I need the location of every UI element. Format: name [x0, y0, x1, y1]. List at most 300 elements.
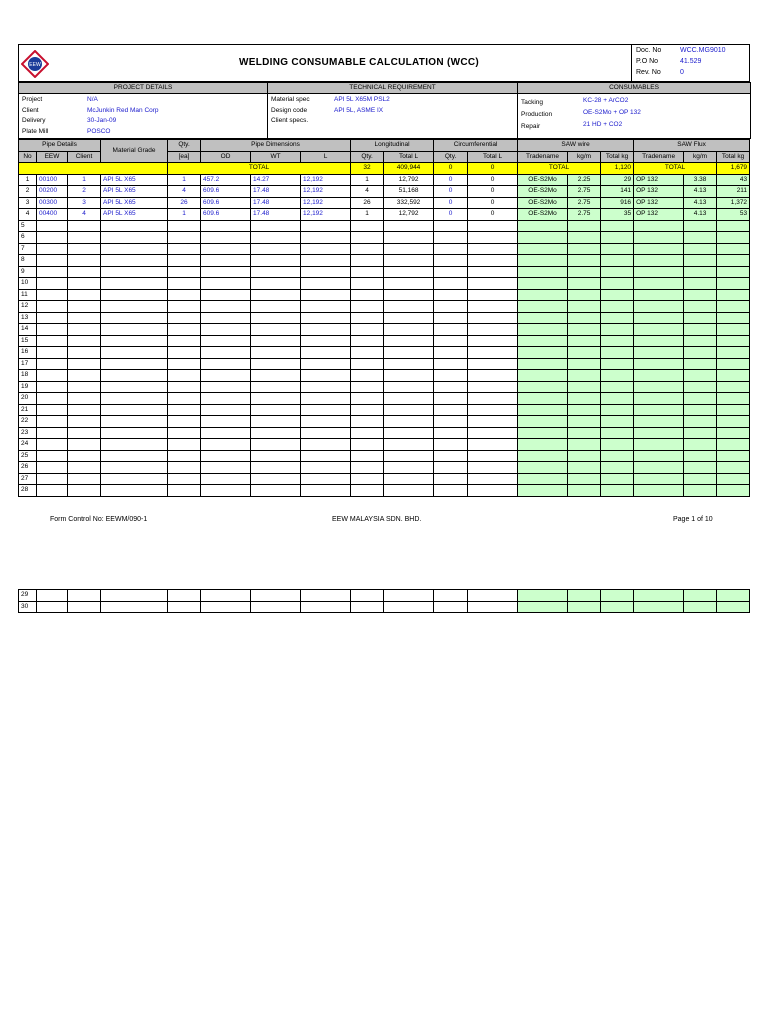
header-flux-tradename: Tradename [634, 151, 684, 163]
table-cell [37, 220, 68, 232]
table-cell [384, 601, 434, 613]
table-cell [601, 358, 634, 370]
table-cell [684, 393, 717, 405]
table-cell [717, 439, 750, 451]
total-long-qty: 32 [351, 163, 384, 175]
table-cell [251, 255, 301, 267]
table-cell [101, 381, 168, 393]
row-qty: 26 [168, 197, 201, 209]
table-cell [251, 301, 301, 313]
table-cell [201, 255, 251, 267]
table-cell [37, 439, 68, 451]
table-cell [201, 416, 251, 428]
total-label: TOTAL [168, 163, 351, 175]
table-cell [717, 427, 750, 439]
table-cell [468, 324, 518, 336]
table-cell [468, 485, 518, 497]
table-cell [717, 416, 750, 428]
table-cell [301, 427, 351, 439]
header-flux-totalkg: Total kg [717, 151, 750, 163]
table-cell [68, 590, 101, 602]
table-cell [684, 473, 717, 485]
table-cell [101, 462, 168, 474]
table-cell [684, 601, 717, 613]
table-cell [101, 301, 168, 313]
table-cell [251, 232, 301, 244]
table-cell [384, 462, 434, 474]
material-spec-label: Material spec [271, 96, 310, 103]
table-cell [101, 335, 168, 347]
table-cell [301, 266, 351, 278]
table-cell [351, 232, 384, 244]
table-cell [384, 266, 434, 278]
table-cell [201, 220, 251, 232]
table-cell [601, 462, 634, 474]
table-cell [68, 232, 101, 244]
continuation-table [18, 589, 750, 613]
table-cell [201, 358, 251, 370]
row-material-grade: API 5L X65 [101, 186, 168, 198]
table-cell [434, 324, 468, 336]
table-row [19, 174, 750, 186]
row-no: 22 [19, 416, 37, 428]
table-cell [601, 473, 634, 485]
table-cell [351, 404, 384, 416]
table-cell [384, 439, 434, 451]
row-no: 10 [19, 278, 37, 290]
table-cell [717, 278, 750, 290]
header-saw-flux: SAW Flux [634, 140, 750, 152]
row-client: 1 [68, 174, 101, 186]
table-cell [68, 289, 101, 301]
table-cell [251, 358, 301, 370]
row-long-total: 51,168 [384, 186, 434, 198]
table-cell [634, 358, 684, 370]
row-eew: 00400 [37, 209, 68, 221]
table-cell [37, 370, 68, 382]
table-cell [201, 301, 251, 313]
table-cell [68, 427, 101, 439]
table-cell [384, 289, 434, 301]
table-cell [168, 462, 201, 474]
table-cell [634, 393, 684, 405]
tacking-label: Tacking [521, 99, 544, 106]
table-cell [518, 381, 568, 393]
row-no: 7 [19, 243, 37, 255]
table-cell [384, 358, 434, 370]
table-cell [568, 289, 601, 301]
table-cell [168, 347, 201, 359]
total-flux-kg: 1,679 [717, 163, 750, 175]
table-cell [568, 370, 601, 382]
table-cell [101, 393, 168, 405]
header-wire-tradename: Tradename [518, 151, 568, 163]
table-cell [518, 220, 568, 232]
table-cell [468, 427, 518, 439]
row-circ-qty: 0 [434, 186, 468, 198]
table-cell [568, 485, 601, 497]
header-pipe-dimensions: Pipe Dimensions [201, 140, 351, 152]
table-cell [434, 266, 468, 278]
table-cell [37, 404, 68, 416]
table-cell [251, 220, 301, 232]
table-cell [468, 243, 518, 255]
table-cell [37, 324, 68, 336]
row-flux-tradename: OP 132 [634, 209, 684, 221]
row-long-total: 12,792 [384, 174, 434, 186]
table-cell [251, 450, 301, 462]
table-row [19, 450, 750, 462]
table-cell [634, 370, 684, 382]
table-cell [351, 255, 384, 267]
table-cell [201, 427, 251, 439]
header-eew: EEW [37, 151, 68, 163]
row-wire-tradename: OE-S2Mo [518, 209, 568, 221]
table-cell [468, 370, 518, 382]
section-technical: TECHNICAL REQUIREMENT [268, 83, 518, 94]
table-cell [634, 416, 684, 428]
project-info-table [18, 82, 751, 139]
table-cell [37, 485, 68, 497]
table-cell [717, 485, 750, 497]
table-cell [634, 462, 684, 474]
table-cell [384, 324, 434, 336]
table-cell [301, 289, 351, 301]
table-row [19, 278, 750, 290]
table-cell [634, 243, 684, 255]
table-cell [384, 473, 434, 485]
row-wire-totalkg: 29 [601, 174, 634, 186]
total-circ-total: 0 [468, 163, 518, 175]
table-cell [518, 393, 568, 405]
table-cell [601, 232, 634, 244]
table-cell [101, 255, 168, 267]
table-cell [434, 232, 468, 244]
table-cell [434, 278, 468, 290]
table-cell [301, 416, 351, 428]
table-cell [518, 450, 568, 462]
table-cell [601, 301, 634, 313]
table-cell [251, 601, 301, 613]
table-row [19, 370, 750, 382]
table-cell [568, 416, 601, 428]
row-od: 609.6 [201, 209, 251, 221]
table-cell [434, 301, 468, 313]
table-cell [601, 393, 634, 405]
table-cell [68, 462, 101, 474]
table-cell [518, 312, 568, 324]
table-cell [518, 301, 568, 313]
row-no: 16 [19, 347, 37, 359]
table-cell [201, 324, 251, 336]
table-cell [201, 312, 251, 324]
table-row [19, 358, 750, 370]
table-cell [251, 266, 301, 278]
table-cell [468, 220, 518, 232]
table-cell [37, 450, 68, 462]
table-cell [37, 473, 68, 485]
table-cell [301, 301, 351, 313]
table-cell [468, 358, 518, 370]
total-wire-label: TOTAL [518, 163, 601, 175]
project-label: Project [22, 96, 43, 103]
table-cell [518, 255, 568, 267]
table-cell [201, 590, 251, 602]
table-row [19, 243, 750, 255]
table-cell [634, 439, 684, 451]
table-cell [168, 266, 201, 278]
table-cell [168, 220, 201, 232]
total-flux-label: TOTAL [634, 163, 717, 175]
header-circ-qty: Qty. [434, 151, 468, 163]
table-cell [468, 255, 518, 267]
table-cell [634, 335, 684, 347]
table-cell [168, 278, 201, 290]
row-length: 12,192 [301, 197, 351, 209]
rev-no-label: Rev. No [636, 69, 661, 76]
table-cell [68, 278, 101, 290]
table-row [19, 590, 750, 602]
table-cell [301, 278, 351, 290]
table-cell [434, 404, 468, 416]
table-cell [717, 601, 750, 613]
table-cell [601, 220, 634, 232]
table-cell [384, 393, 434, 405]
table-cell [717, 301, 750, 313]
table-cell [434, 427, 468, 439]
table-cell [601, 289, 634, 301]
table-cell [168, 427, 201, 439]
header-no: No [19, 151, 37, 163]
table-cell [351, 427, 384, 439]
table-cell [201, 393, 251, 405]
material-spec-value: API 5L X65M PSL2 [334, 96, 390, 103]
header-od: OD [201, 151, 251, 163]
row-wire-tradename: OE-S2Mo [518, 174, 568, 186]
table-cell [351, 220, 384, 232]
table-cell [434, 220, 468, 232]
table-cell [101, 220, 168, 232]
row-long-qty: 4 [351, 186, 384, 198]
table-cell [634, 485, 684, 497]
eew-logo-icon [21, 50, 49, 78]
repair-value: 21 HD + CO2 [583, 121, 623, 128]
production-value: OE-S2Mo + OP 132 [583, 109, 641, 116]
table-cell [568, 347, 601, 359]
table-cell [518, 590, 568, 602]
table-cell [68, 381, 101, 393]
table-cell [634, 278, 684, 290]
row-length: 12,192 [301, 174, 351, 186]
table-row [19, 324, 750, 336]
row-eew: 00200 [37, 186, 68, 198]
table-cell [251, 485, 301, 497]
table-cell [518, 473, 568, 485]
table-cell [37, 255, 68, 267]
row-no: 6 [19, 232, 37, 244]
row-flux-totalkg: 1,372 [717, 197, 750, 209]
table-cell [468, 312, 518, 324]
table-cell [684, 232, 717, 244]
table-cell [68, 266, 101, 278]
table-cell [568, 232, 601, 244]
table-cell [434, 358, 468, 370]
table-cell [468, 381, 518, 393]
table-cell [568, 450, 601, 462]
table-cell [68, 347, 101, 359]
table-cell [568, 243, 601, 255]
table-cell [37, 232, 68, 244]
table-cell [351, 266, 384, 278]
table-cell [468, 473, 518, 485]
table-cell [601, 370, 634, 382]
table-cell [684, 255, 717, 267]
row-no: 23 [19, 427, 37, 439]
table-cell [351, 289, 384, 301]
table-cell [568, 301, 601, 313]
table-row [19, 301, 750, 313]
table-cell [251, 439, 301, 451]
table-cell [37, 278, 68, 290]
table-cell [468, 278, 518, 290]
row-no: 12 [19, 301, 37, 313]
table-cell [101, 439, 168, 451]
header-long-qty: Qty. [351, 151, 384, 163]
table-cell [68, 335, 101, 347]
table-cell [201, 601, 251, 613]
table-cell [601, 416, 634, 428]
table-cell [168, 473, 201, 485]
table-cell [251, 381, 301, 393]
table-row [19, 439, 750, 451]
table-cell [568, 404, 601, 416]
table-cell [101, 416, 168, 428]
table-cell [168, 243, 201, 255]
table-cell [201, 485, 251, 497]
table-cell [168, 232, 201, 244]
row-wire-totalkg: 35 [601, 209, 634, 221]
table-row [19, 186, 750, 198]
table-cell [717, 393, 750, 405]
document-header [18, 44, 750, 82]
table-cell [351, 393, 384, 405]
table-cell [384, 312, 434, 324]
table-cell [717, 232, 750, 244]
table-cell [468, 601, 518, 613]
table-row [19, 312, 750, 324]
table-cell [684, 370, 717, 382]
table-cell [201, 462, 251, 474]
row-flux-tradename: OP 132 [634, 186, 684, 198]
logo-text: EEW [29, 62, 41, 68]
table-cell [684, 590, 717, 602]
table-cell [601, 590, 634, 602]
total-wire-kg: 1,120 [601, 163, 634, 175]
table-cell [684, 220, 717, 232]
table-cell [168, 301, 201, 313]
table-cell [568, 324, 601, 336]
table-cell [634, 255, 684, 267]
table-row [19, 232, 750, 244]
table-cell [468, 590, 518, 602]
table-cell [717, 404, 750, 416]
table-cell [634, 590, 684, 602]
row-no: 28 [19, 485, 37, 497]
table-cell [634, 347, 684, 359]
table-row [19, 289, 750, 301]
table-cell [384, 278, 434, 290]
table-cell [251, 335, 301, 347]
table-cell [601, 439, 634, 451]
table-cell [384, 404, 434, 416]
row-length: 12,192 [301, 209, 351, 221]
header-saw-wire: SAW wire [518, 140, 634, 152]
delivery-label: Delivery [22, 117, 46, 124]
table-cell [201, 289, 251, 301]
table-cell [601, 324, 634, 336]
row-length: 12,192 [301, 186, 351, 198]
table-cell [201, 404, 251, 416]
row-od: 457.2 [201, 174, 251, 186]
plate-mill-value: POSCO [87, 127, 111, 135]
table-cell [717, 324, 750, 336]
table-cell [351, 473, 384, 485]
table-cell [468, 289, 518, 301]
table-cell [568, 462, 601, 474]
table-cell [717, 450, 750, 462]
table-cell [168, 312, 201, 324]
table-cell [601, 601, 634, 613]
table-cell [37, 266, 68, 278]
header-client: Client [68, 151, 101, 163]
table-cell [634, 601, 684, 613]
table-cell [717, 255, 750, 267]
table-cell [384, 232, 434, 244]
table-cell [684, 381, 717, 393]
row-qty: 4 [168, 186, 201, 198]
row-circ-qty: 0 [434, 174, 468, 186]
table-cell [37, 601, 68, 613]
table-cell [568, 278, 601, 290]
row-no: 30 [19, 601, 37, 613]
row-qty: 1 [168, 209, 201, 221]
table-cell [251, 462, 301, 474]
table-cell [568, 312, 601, 324]
table-cell [717, 358, 750, 370]
row-no: 9 [19, 266, 37, 278]
table-cell [568, 381, 601, 393]
table-cell [68, 358, 101, 370]
table-cell [568, 255, 601, 267]
table-cell [37, 289, 68, 301]
table-cell [518, 439, 568, 451]
header-qty: Qty. [168, 140, 201, 152]
table-cell [68, 601, 101, 613]
table-cell [568, 266, 601, 278]
table-row [19, 416, 750, 428]
table-cell [684, 266, 717, 278]
table-cell [434, 601, 468, 613]
table-cell [68, 485, 101, 497]
table-cell [37, 347, 68, 359]
table-cell [68, 450, 101, 462]
table-cell [68, 243, 101, 255]
row-wire-totalkg: 916 [601, 197, 634, 209]
row-long-total: 12,792 [384, 209, 434, 221]
table-cell [251, 590, 301, 602]
row-no: 25 [19, 450, 37, 462]
table-cell [684, 416, 717, 428]
